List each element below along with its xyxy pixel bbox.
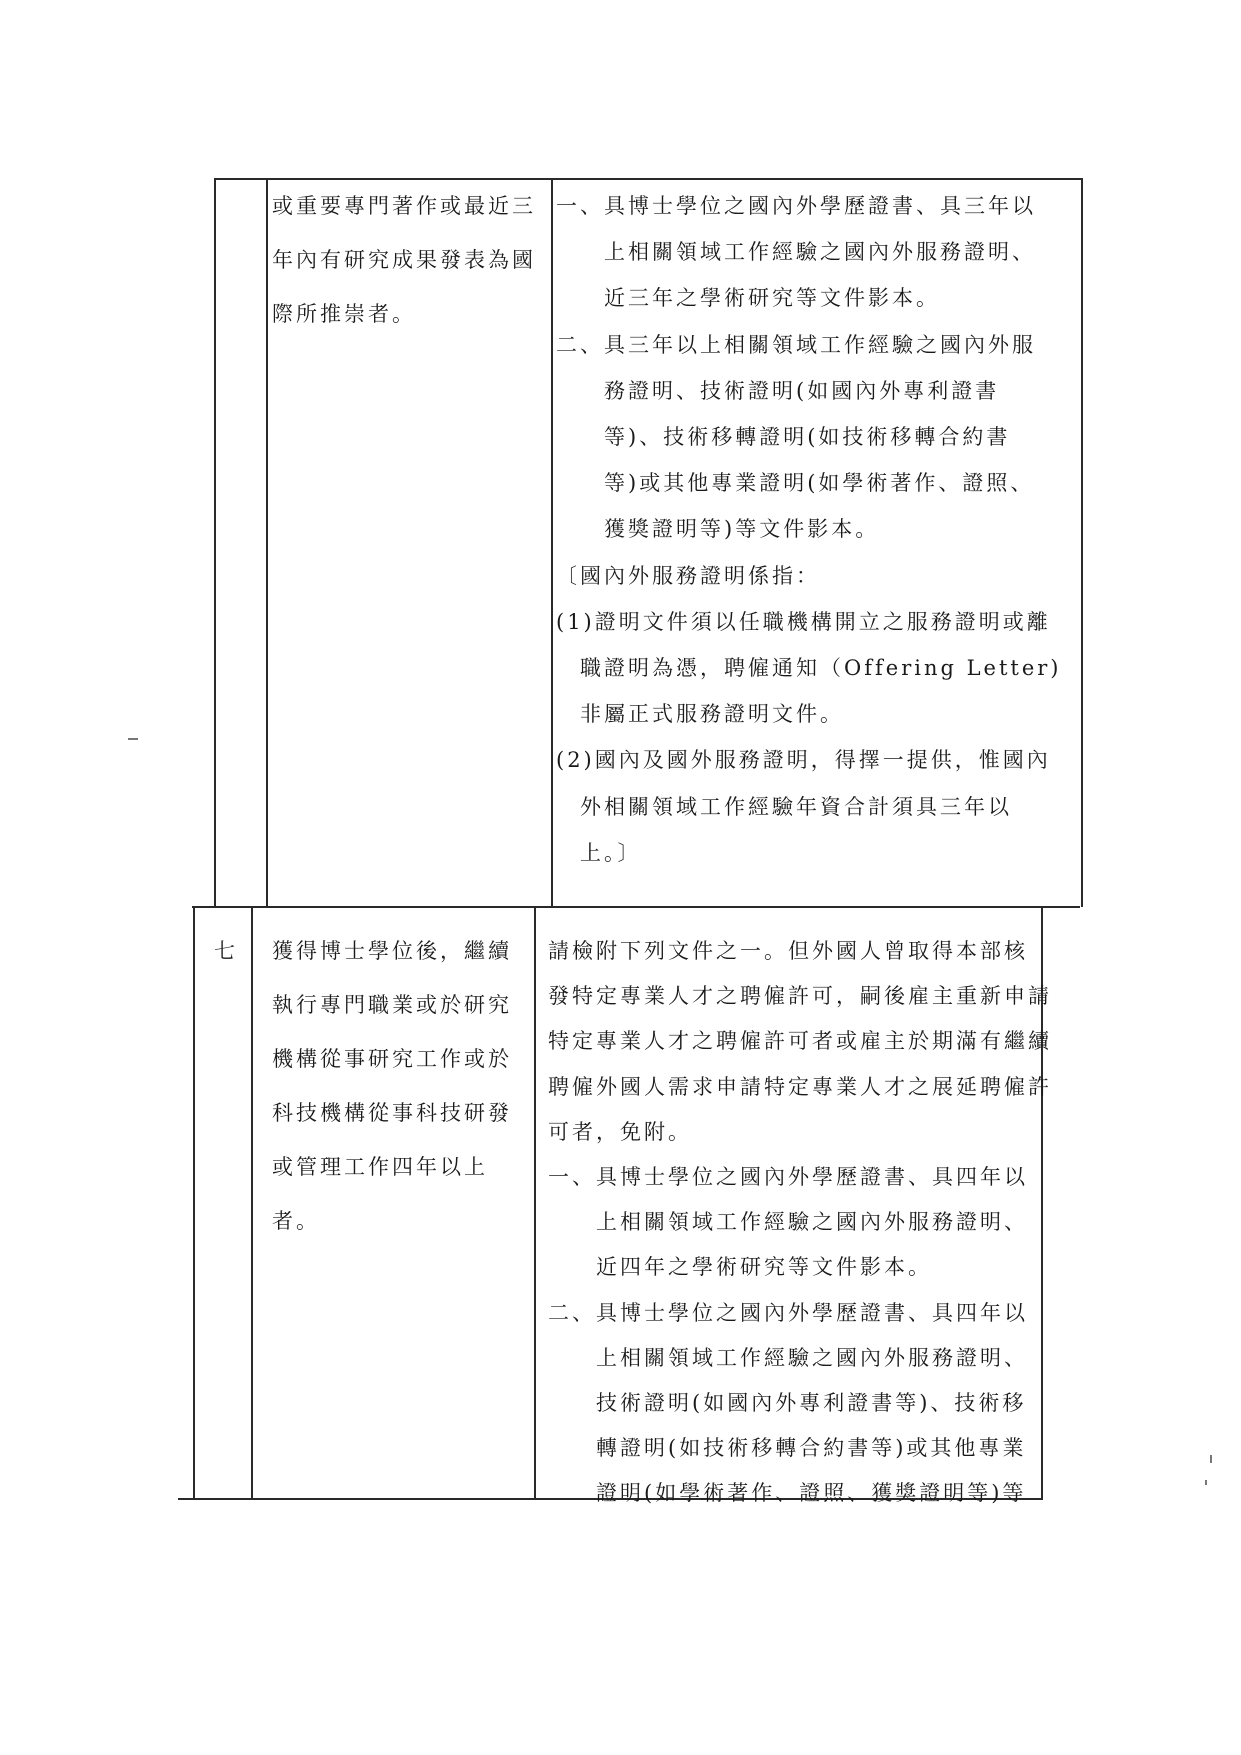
document-line: 職證明為憑，聘僱通知（Offering Letter) <box>580 656 1062 680</box>
scan-speck <box>1205 1480 1207 1485</box>
document-line: 非屬正式服務證明文件。 <box>580 702 844 727</box>
document-line: 二、具博士學位之國內外學歷證書、具四年以 <box>548 1300 1028 1325</box>
document-line: 一、具博士學位之國內外學歷證書、具四年以 <box>548 1165 1028 1189</box>
criterion-line: 科技機構從事科技研發 <box>272 1101 512 1125</box>
document-line: 上相關領域工作經驗之國內外服務證明、 <box>596 1210 1028 1235</box>
row-divider <box>192 906 1080 908</box>
document-line: 等)、技術移轉證明(如技術移轉合約書 <box>604 425 1011 449</box>
document-line: 等)或其他專業證明(如學術著作、證照、 <box>604 471 1035 496</box>
document-line: 證明(如學術著作、證照、獲獎證明等)等 <box>596 1481 1027 1506</box>
left-border-lower <box>193 906 195 1499</box>
document-line: 上相關領域工作經驗之國內外服務證明、 <box>604 240 1036 265</box>
document-line: 近三年之學術研究等文件影本。 <box>604 286 940 311</box>
criterion-line: 年內有研究成果發表為國 <box>272 248 536 272</box>
document-line: 請檢附下列文件之一。但外國人曾取得本部核 <box>548 939 1028 963</box>
document-line: 發特定專業人才之聘僱許可，嗣後雇主重新申請 <box>548 984 1052 1009</box>
document-line: 特定專業人才之聘僱許可者或雇主於期滿有繼續 <box>548 1029 1052 1054</box>
scan-speck <box>1210 1455 1212 1463</box>
number-divider-upper <box>266 178 268 907</box>
document-line: 可者，免附。 <box>548 1119 692 1144</box>
document-line: 近四年之學術研究等文件影本。 <box>596 1255 932 1280</box>
document-line: 聘僱外國人需求申請特定專業人才之展延聘僱許 <box>548 1074 1052 1099</box>
row-b-number-cell <box>214 935 244 965</box>
document-line: 一、具博士學位之國內外學歷證書、具三年以 <box>556 194 1036 218</box>
row-number: 七 <box>214 939 238 963</box>
document-line: 上。〕 <box>580 840 642 865</box>
criterion-line: 際所推崇者。 <box>272 302 416 326</box>
left-border-upper <box>214 178 216 907</box>
column-divider-lower <box>534 906 536 1499</box>
scan-speck <box>128 738 138 740</box>
document-line: 技術證明(如國內外專利證書等)、技術移 <box>596 1391 1027 1415</box>
document-line: 轉證明(如技術移轉合約書等)或其他專業 <box>596 1436 1027 1461</box>
criterion-line: 執行專門職業或於研究 <box>272 993 512 1017</box>
criterion-line: 或管理工作四年以上 <box>272 1155 488 1179</box>
document-line: (2)國內及國外服務證明，得擇一提供，惟國內 <box>556 748 1051 773</box>
document-line: 外相關領域工作經驗年資合計須具三年以 <box>580 794 1012 819</box>
document-line: 上相關領域工作經驗之國內外服務證明、 <box>596 1345 1028 1370</box>
document-line: 獲獎證明等)等文件影本。 <box>604 517 880 542</box>
criterion-line: 或重要專門著作或最近三 <box>272 194 536 218</box>
document-line: (1)證明文件須以任職機構開立之服務證明或離 <box>556 609 1051 634</box>
column-divider-upper <box>551 178 553 907</box>
criterion-line: 機構從事研究工作或於 <box>272 1047 512 1071</box>
document-line: 〔國內外服務證明係指： <box>556 563 820 588</box>
table-top-border <box>215 178 1083 180</box>
criterion-line: 者。 <box>272 1209 320 1233</box>
number-divider-lower <box>251 906 253 1499</box>
right-border-upper <box>1081 178 1083 907</box>
document-line: 務證明、技術證明(如國內外專利證書 <box>604 378 1000 403</box>
criterion-line: 獲得博士學位後，繼續 <box>272 939 512 963</box>
document-line: 二、具三年以上相關領域工作經驗之國內外服 <box>556 332 1036 357</box>
